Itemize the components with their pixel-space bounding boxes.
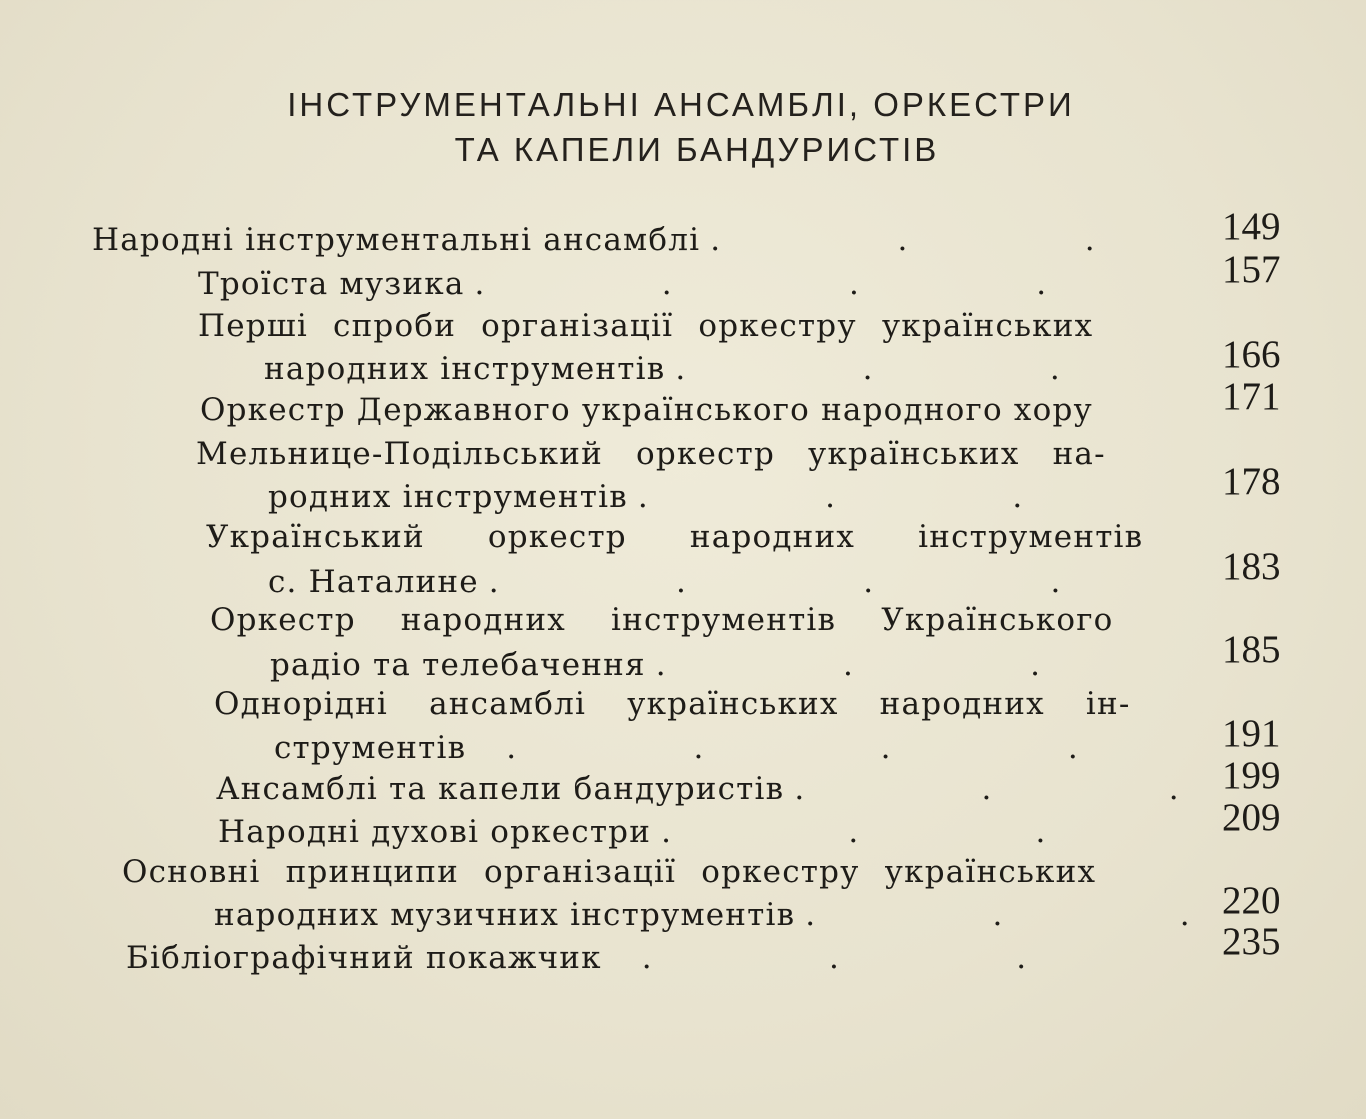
dot-leader [475, 266, 1194, 302]
toc-entry-text: Перші спроби організації оркестру українських [198, 308, 1094, 344]
dot-leader [642, 940, 1194, 976]
toc-page-number: 166 [1222, 333, 1281, 376]
dot-leader [675, 351, 1194, 387]
dot-leader [710, 222, 1194, 258]
toc-entry-text [264, 351, 1194, 387]
toc-page-number: 199 [1222, 754, 1281, 797]
toc-entry-title: Народні духові оркестри [218, 814, 652, 850]
toc-entry-title: народних інструментів [264, 351, 666, 387]
toc-page-number: 149 [1222, 205, 1281, 248]
toc-page-number: 191 [1222, 712, 1281, 755]
dot-leader [489, 564, 1194, 600]
toc-page-number: 235 [1222, 920, 1281, 963]
toc-page-number: 178 [1222, 460, 1281, 503]
dot-leader [794, 771, 1194, 807]
toc-page-number: 185 [1222, 628, 1281, 671]
toc-entry-text [216, 771, 1194, 807]
toc-page-number: 209 [1222, 796, 1281, 839]
toc-entry-title: Троїста музика [198, 266, 465, 302]
toc-entry-text [268, 564, 1194, 600]
toc-entry-text: Оркестр народних інструментів Українського [210, 602, 1114, 638]
dot-leader [805, 897, 1194, 933]
toc-entry-title: Народні інструментальні ансамблі [92, 222, 701, 258]
toc-entry-text: Однорідні ансамблі українських народних ін- [214, 686, 1131, 722]
toc-page-number: 171 [1222, 375, 1281, 418]
toc-page-number: 220 [1222, 879, 1281, 922]
toc-entry-text: Мельнице-Подільський оркестр українських на- [196, 436, 1106, 472]
toc-entry-text [92, 222, 1194, 258]
toc-entry-text [270, 647, 1194, 683]
toc-entry-text [198, 266, 1194, 302]
toc-page-number: 183 [1222, 545, 1281, 588]
dot-leader [656, 647, 1194, 683]
toc-entry-text: Основні принципи організації оркестру українських [122, 854, 1097, 890]
toc-entry-text [274, 730, 1194, 766]
toc-page-number: 157 [1222, 248, 1281, 291]
dot-leader [661, 814, 1194, 850]
toc-entry-text [268, 479, 1194, 515]
toc-entry-title: с. Наталине [268, 564, 479, 600]
section-heading-line-2: ТА КАПЕЛИ БАНДУРИСТІВ [454, 131, 940, 168]
toc-entry-title: Ансамблі та капели бандуристів [216, 771, 785, 807]
toc-entry-title: родних інструментів [268, 479, 628, 515]
toc-entry-title: струментів [274, 730, 467, 766]
toc-entry-title: народних музичних інструментів [214, 897, 796, 933]
toc-entry-text [126, 940, 1194, 976]
toc-entry-title: Бібліографічний покажчик [126, 940, 602, 976]
dot-leader [506, 730, 1194, 766]
section-heading-line-1: ІНСТРУМЕНТАЛЬНІ АНСАМБЛІ, ОРКЕСТРИ [287, 86, 1075, 123]
toc-entry-text: Український оркестр народних інструментів [206, 519, 1144, 555]
toc-entry-text: Оркестр Державного українського народного хору [200, 392, 1093, 428]
toc-entry-title: радіо та телебачення [270, 647, 646, 683]
dot-leader [638, 479, 1194, 515]
toc-entry-text [218, 814, 1194, 850]
toc-entry-text [214, 897, 1194, 933]
